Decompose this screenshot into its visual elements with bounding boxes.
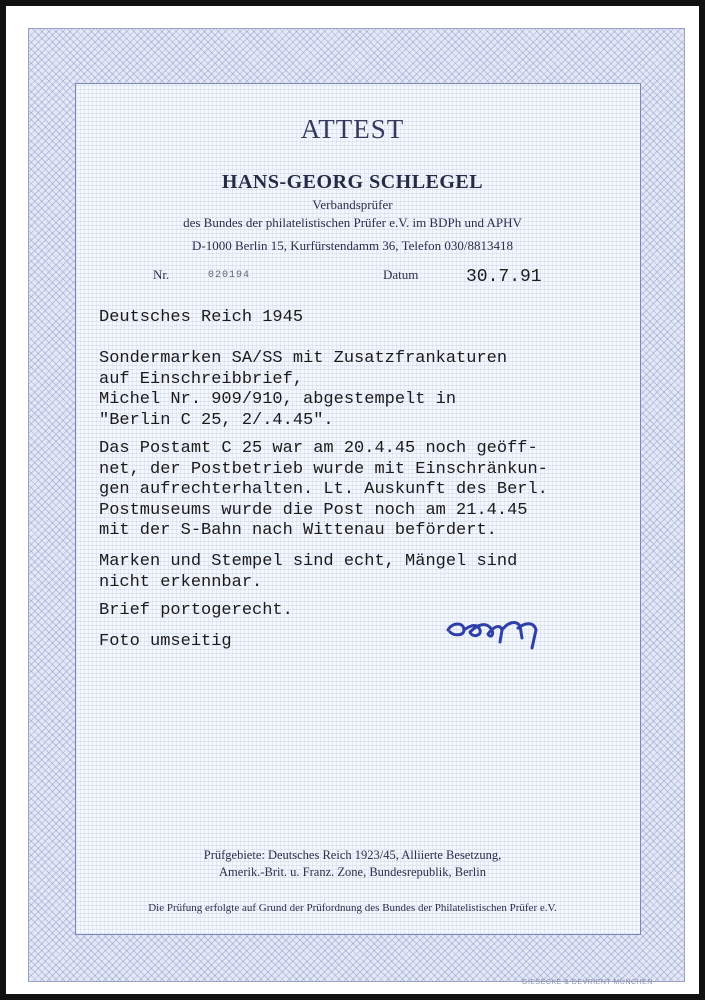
testing-areas-line: Amerik.-Brit. u. Franz. Zone, Bundesrepublik, Berlin	[219, 865, 486, 879]
examiner-name: HANS-GEORG SCHLEGEL	[221, 171, 484, 193]
certificate-title: ATTEST	[300, 114, 405, 144]
note-line: Das Postamt C 25 war am 20.4.45 noch geöff-	[99, 439, 538, 458]
testing-areas-line: Prüfgebiete: Deutsches Reich 1923/45, Alliierte Besetzung,	[203, 848, 502, 862]
postage-line: Brief portogerecht.	[99, 601, 293, 620]
photo-line: Foto umseitig	[99, 632, 232, 651]
nr-label: Nr.	[153, 267, 170, 282]
verdict-line: Marken und Stempel sind echt, Mängel sind	[99, 552, 518, 571]
description-line: Sondermarken SA/SS mit Zusatzfrankaturen	[99, 349, 508, 368]
description-line: auf Einschreibbrief,	[99, 369, 304, 389]
examiner-role: Verbandsprüfer	[312, 197, 393, 212]
nr-value: 020194	[208, 270, 251, 281]
note-line: mit der S-Bahn nach Wittenau befördert.	[99, 521, 497, 540]
rules-line: Die Prüfung erfolgte auf Grund der Prüfordnung des Bundes der Philatelistischen Prüfer e.V.	[148, 902, 557, 914]
note-line: net, der Postbetrieb wurde mit Einschränkun-	[99, 459, 548, 479]
address-line: D-1000 Berlin 15, Kurfürstendamm 36, Telefon 030/8813418	[192, 238, 513, 253]
signature-mark	[442, 608, 552, 658]
datum-value: 30.7.91	[466, 267, 542, 287]
verdict-line: nicht erkennbar.	[99, 572, 263, 592]
note-line: Postmuseums wurde die Post noch am 21.4.45	[99, 500, 528, 520]
verdict-block	[99, 552, 517, 593]
subject-line: Deutsches Reich 1945	[99, 308, 304, 327]
association-line: des Bundes der philatelistischen Prüfer e.V. im BDPh und APHV	[183, 215, 522, 230]
printer-imprint: GIESECKE & DEVRIENT MÜNCHEN	[522, 979, 653, 986]
note-line: gen aufrechterhalten. Lt. Auskunft des Berl.	[99, 480, 548, 499]
note-block	[99, 439, 548, 542]
datum-label: Datum	[383, 267, 419, 282]
description-line: Michel Nr. 909/910, abgestempelt in	[99, 390, 457, 409]
description-line: "Berlin C 25, 2/.4.45".	[99, 410, 334, 430]
description-block	[99, 349, 507, 431]
